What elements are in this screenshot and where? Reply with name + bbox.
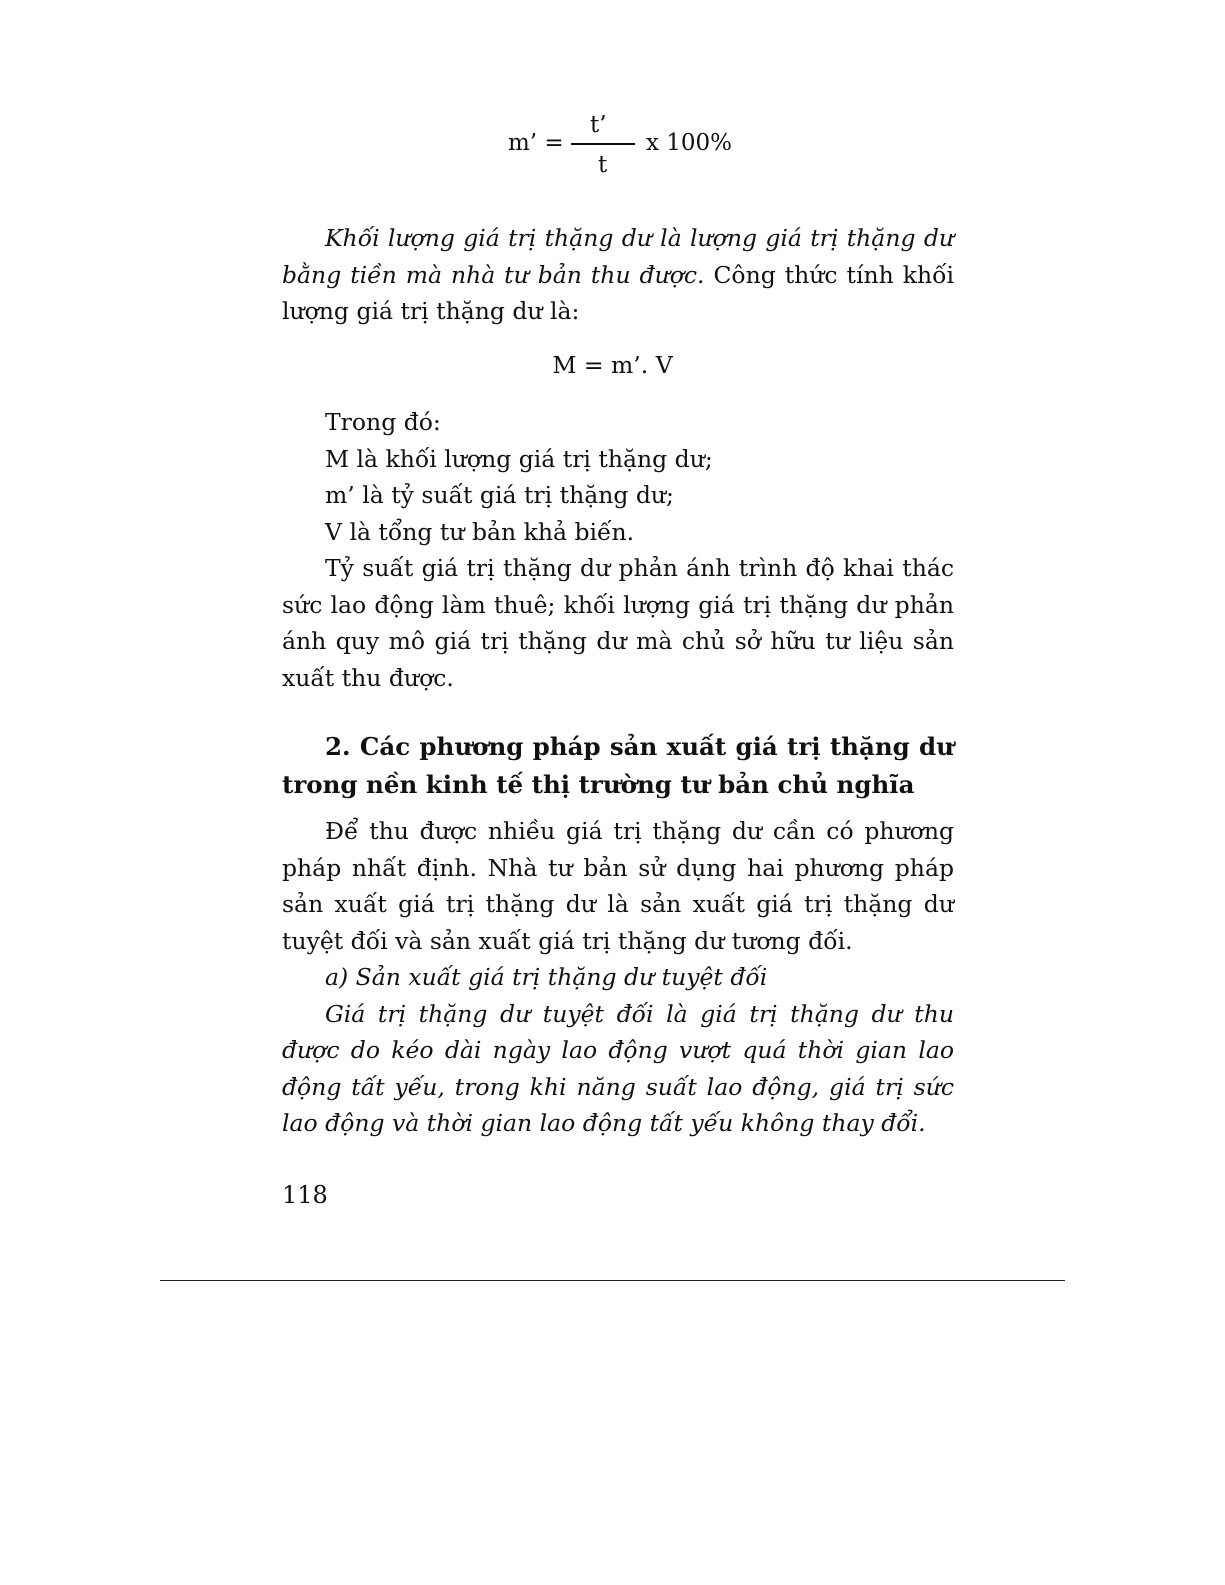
mass-definition-normal: Công thức tính khối lượng giá trị thặng dư là: (282, 260, 955, 325)
page-bottom-rule (160, 1280, 1065, 1281)
definitions-intro: Trong đó: (325, 408, 441, 436)
methods-paragraph: Để thu được nhiều giá trị thặng dư cần có phương pháp nhất định. Nhà tư bản sử dụng hai phương pháp sản xuất giá trị thặng dư là sản xuất giá trị thặng dư tuyệt đối và sản xuất giá trị thặng dư tương đối. (282, 817, 954, 955)
definition-item: V là tổng tư bản khả biến. (325, 517, 635, 546)
surplus-mass-formula: M = m’. V (552, 351, 673, 379)
subheading: a) Sản xuất giá trị thặng dư tuyệt đối (325, 963, 768, 991)
mass-definition-paragraph (282, 220, 954, 330)
mass-definition-italic: Khối lượng giá trị thặng dư là lượng giá trị thặng dư bằng tiền mà nhà tư bản thu được. (282, 224, 954, 289)
formula-rhs: x 100% (646, 130, 733, 156)
definition-item: m’ là tỷ suất giá trị thặng dư; (325, 481, 674, 509)
formula-numerator: t’ (590, 112, 607, 138)
mass-definition-block (282, 220, 954, 330)
section-heading: 2. Các phương pháp sản xuất giá trị thặng dư trong nền kinh tế thị trường tư bản chủ nghĩa (282, 732, 954, 799)
page-number: 118 (282, 1181, 328, 1209)
formula-lhs: m’ = (508, 130, 564, 156)
absolute-surplus-paragraph: Giá trị thặng dư tuyệt đối là giá trị thặng dư thu được do kéo dài ngày lao động vượt quá thời gian lao động tất yếu, trong khi năng suất lao động, giá trị sức lao động và thời gian lao động tất yếu không thay đổi. (282, 999, 954, 1137)
reflect-paragraph: Tỷ suất giá trị thặng dư phản ánh trình độ khai thác sức lao động làm thuê; khối lượng giá trị thặng dư phản ánh quy mô giá trị thặng dư mà chủ sở hữu tư liệu sản xuất thu được. (282, 554, 954, 692)
methods-block (282, 813, 954, 1142)
definition-item: M là khối lượng giá trị thặng dư; (325, 444, 713, 473)
formula-denominator: t (598, 152, 608, 178)
definitions-block (282, 404, 954, 696)
fraction-bar (571, 143, 635, 145)
surplus-rate-formula (0, 112, 1225, 182)
